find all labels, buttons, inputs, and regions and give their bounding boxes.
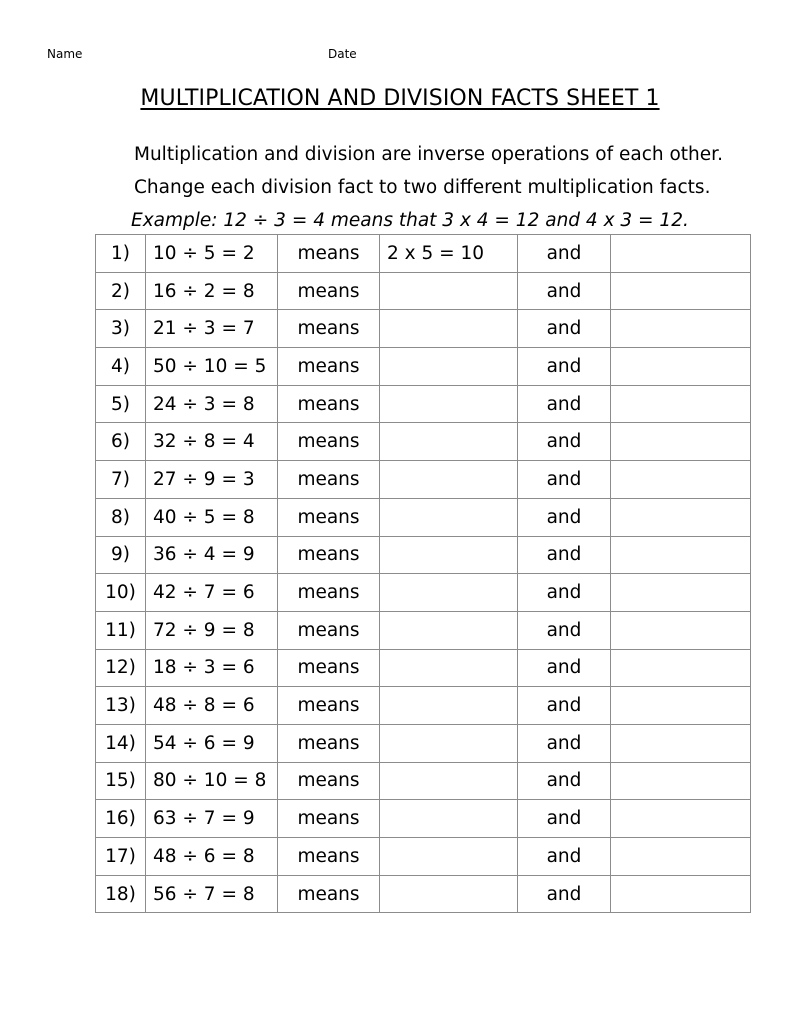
answer-cell-2[interactable] [611,611,751,649]
answer-cell-1[interactable] [380,649,518,687]
table-row [96,762,751,800]
answer-cell-2[interactable] [611,310,751,348]
division-fact: 21 ÷ 3 = 7 [146,310,278,348]
answer-cell-2[interactable] [611,649,751,687]
problem-number: 18) [96,875,146,913]
and-label: and [518,611,611,649]
problem-number: 11) [96,611,146,649]
and-label: and [518,875,611,913]
table-row [96,536,751,574]
answer-cell-2[interactable] [611,235,751,273]
and-label: and [518,687,611,725]
answer-cell-1[interactable] [380,423,518,461]
answer-cell-2[interactable] [611,536,751,574]
means-label: means [278,649,380,687]
answer-cell-1[interactable] [380,461,518,499]
table-row [96,875,751,913]
and-label: and [518,724,611,762]
answer-cell-1[interactable] [380,875,518,913]
answer-cell-2[interactable] [611,574,751,612]
means-label: means [278,348,380,386]
means-label: means [278,574,380,612]
table-row [96,498,751,536]
answer-cell-1[interactable] [380,498,518,536]
answer-cell-1[interactable] [380,838,518,876]
problem-number: 7) [96,461,146,499]
table-row [96,272,751,310]
means-label: means [278,423,380,461]
and-label: and [518,423,611,461]
and-label: and [518,235,611,273]
problem-number: 15) [96,762,146,800]
example-text: Example: 12 ÷ 3 = 4 means that 3 x 4 = 12 and 4 x 3 = 12. [131,210,689,231]
means-label: means [278,875,380,913]
answer-cell-1[interactable] [380,724,518,762]
answer-cell-2[interactable] [611,423,751,461]
means-label: means [278,235,380,273]
division-fact: 80 ÷ 10 = 8 [146,762,278,800]
problem-number: 16) [96,800,146,838]
name-label: Name [47,47,83,61]
table-row [96,348,751,386]
answer-cell-1[interactable] [380,687,518,725]
answer-cell-2[interactable] [611,498,751,536]
division-fact: 42 ÷ 7 = 6 [146,574,278,612]
and-label: and [518,310,611,348]
means-label: means [278,385,380,423]
division-fact: 27 ÷ 9 = 3 [146,461,278,499]
problem-number: 2) [96,272,146,310]
answer-cell-1[interactable] [380,348,518,386]
and-label: and [518,800,611,838]
problem-number: 5) [96,385,146,423]
date-label: Date [328,47,357,61]
means-label: means [278,536,380,574]
instructions [131,138,723,237]
table-row [96,235,751,273]
division-fact: 16 ÷ 2 = 8 [146,272,278,310]
answer-cell-2[interactable] [611,762,751,800]
and-label: and [518,762,611,800]
division-fact: 36 ÷ 4 = 9 [146,536,278,574]
and-label: and [518,838,611,876]
and-label: and [518,498,611,536]
answer-cell-2[interactable] [611,800,751,838]
problem-number: 1) [96,235,146,273]
problem-number: 3) [96,310,146,348]
means-label: means [278,800,380,838]
and-label: and [518,649,611,687]
answer-cell-1[interactable] [380,536,518,574]
answer-cell-2[interactable] [611,687,751,725]
table-row [96,611,751,649]
means-label: means [278,498,380,536]
and-label: and [518,272,611,310]
problem-number: 10) [96,574,146,612]
facts-table-body [96,235,751,913]
table-row [96,461,751,499]
means-label: means [278,762,380,800]
table-row [96,310,751,348]
problem-number: 12) [96,649,146,687]
answer-cell-2[interactable] [611,348,751,386]
problem-number: 8) [96,498,146,536]
answer-cell-1[interactable] [380,574,518,612]
and-label: and [518,385,611,423]
table-row [96,649,751,687]
division-fact: 72 ÷ 9 = 8 [146,611,278,649]
table-row [96,800,751,838]
and-label: and [518,574,611,612]
division-fact: 54 ÷ 6 = 9 [146,724,278,762]
division-fact: 48 ÷ 8 = 6 [146,687,278,725]
and-label: and [518,461,611,499]
division-fact: 48 ÷ 6 = 8 [146,838,278,876]
answer-cell-2[interactable] [611,724,751,762]
answer-cell-2[interactable] [611,838,751,876]
division-fact: 40 ÷ 5 = 8 [146,498,278,536]
means-label: means [278,611,380,649]
answer-cell-2[interactable] [611,272,751,310]
division-fact: 32 ÷ 8 = 4 [146,423,278,461]
problem-number: 17) [96,838,146,876]
instruction-line-1: Multiplication and division are inverse operations of each other. [134,144,723,165]
problem-number: 4) [96,348,146,386]
and-label: and [518,536,611,574]
division-fact: 56 ÷ 7 = 8 [146,875,278,913]
division-fact: 24 ÷ 3 = 8 [146,385,278,423]
answer-cell-2[interactable] [611,461,751,499]
facts-table [95,234,751,913]
means-label: means [278,724,380,762]
problem-number: 13) [96,687,146,725]
answer-cell-2[interactable] [611,875,751,913]
and-label: and [518,348,611,386]
division-fact: 18 ÷ 3 = 6 [146,649,278,687]
division-fact: 63 ÷ 7 = 9 [146,800,278,838]
answer-cell-2[interactable] [611,385,751,423]
instruction-line-2: Change each division fact to two different multiplication facts. [134,177,711,198]
answer-cell-1[interactable] [380,385,518,423]
table-row [96,687,751,725]
division-fact: 10 ÷ 5 = 2 [146,235,278,273]
page-title: MULTIPLICATION AND DIVISION FACTS SHEET 1 [140,86,660,111]
means-label: means [278,838,380,876]
problem-number: 6) [96,423,146,461]
answer-cell-1[interactable] [380,762,518,800]
answer-cell-1[interactable]: 2 x 5 = 10 [380,235,518,273]
problem-number: 9) [96,536,146,574]
problem-number: 14) [96,724,146,762]
means-label: means [278,687,380,725]
table-row [96,385,751,423]
division-fact: 50 ÷ 10 = 5 [146,348,278,386]
answer-cell-1[interactable] [380,611,518,649]
table-row [96,423,751,461]
table-row [96,724,751,762]
answer-cell-1[interactable] [380,310,518,348]
means-label: means [278,310,380,348]
means-label: means [278,461,380,499]
answer-cell-1[interactable] [380,272,518,310]
means-label: means [278,272,380,310]
answer-cell-1[interactable] [380,800,518,838]
table-row [96,574,751,612]
table-row [96,838,751,876]
